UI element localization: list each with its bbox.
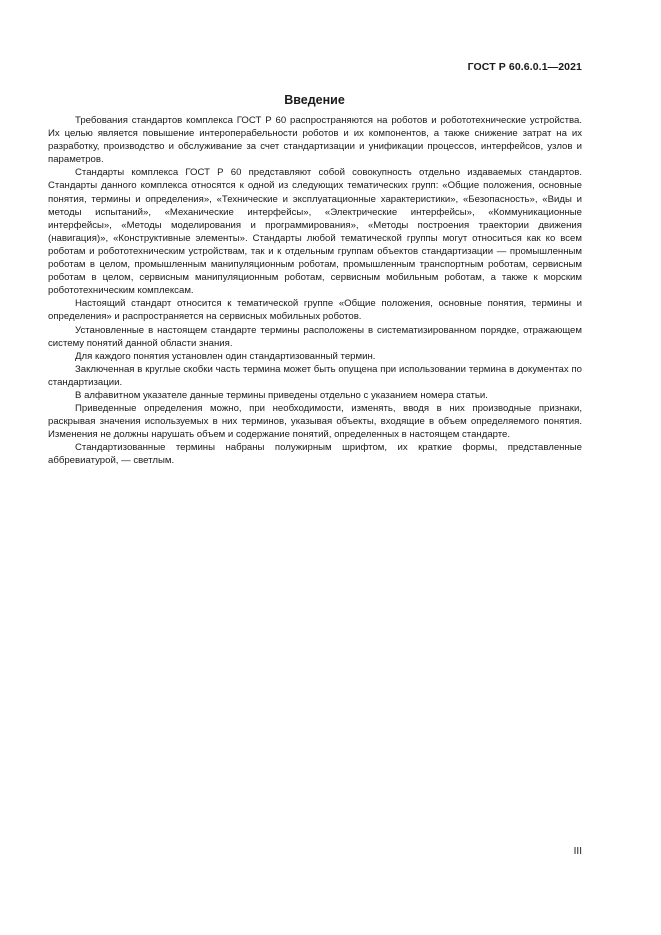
paragraph: Требования стандартов комплекса ГОСТ Р 60 распространяются на роботов и робототехнические устройства. Их целью является повышение интероперабельности роботов и их компонентов, а также снижение затрат на их разработку, производство и обслуживание за счет стандартизации и унификации процессов, интерфейсов, узлов и параметров. [48, 115, 582, 166]
paragraph: Заключенная в круглые скобки часть термина может быть опущена при использовании термина в документах по стандартизации. [48, 363, 582, 388]
paragraph: Настоящий стандарт относится к тематической группе «Общие положения, основные понятия, термины и определения» и распространяется на сервисных мобильных роботов. [48, 298, 582, 323]
paragraph: Установленные в настоящем стандарте термины расположены в систематизированном порядке, отражающем систему понятий данной области знания. [48, 324, 582, 349]
page-number: III [573, 846, 582, 857]
paragraph: Приведенные определения можно, при необходимости, изменять, вводя в них производные признаки, раскрывая значения используемых в них терминов, указывая объекты, входящие в объем определяемого понятия. Изменения не должны нарушать объем и содержание понятий, определенных в настоящем стандарте. [48, 403, 582, 441]
section-title: Введение [284, 93, 345, 107]
paragraph: В алфавитном указателе данные термины приведены отдельно с указанием номера статьи. [75, 389, 488, 401]
paragraph: Для каждого понятия установлен один стандартизованный термин. [75, 350, 376, 362]
document-code: ГОСТ Р 60.6.0.1—2021 [467, 61, 582, 73]
body-text [48, 114, 582, 468]
paragraph: Стандартизованные термины набраны полужирным шрифтом, их краткие формы, представленные аббревиатурой, — светлым. [48, 442, 582, 467]
paragraph: Стандарты комплекса ГОСТ Р 60 представляют собой совокупность отдельно издаваемых стандартов. Стандарты данного комплекса относятся к одной из следующих тематических групп: «Общие положения, основные понятия, термины и определения», «Технические и эксплуатационные характеристики», «Безопасность», «Виды и методы испытаний», «Механические интерфейсы», «Электрические интерфейсы», «Коммуникационные интерфейсы», «Методы моделирования и программирования», «Методы построения траектории движения (навигация)», «Конструктивные элементы». Стандарты любой тематической группы могут относиться как ко всем роботам и робототехническим устройствам, так и к отдельным группам объектов стандартизации — промышленным роботам в целом, промышленным манипуляционным роботам, промышленным транспортным роботам, сервисным роботам в целом, сервисным манипуляционным роботам, сервисным мобильным роботам, а также к морским робототехническим комплексам. [48, 167, 582, 297]
